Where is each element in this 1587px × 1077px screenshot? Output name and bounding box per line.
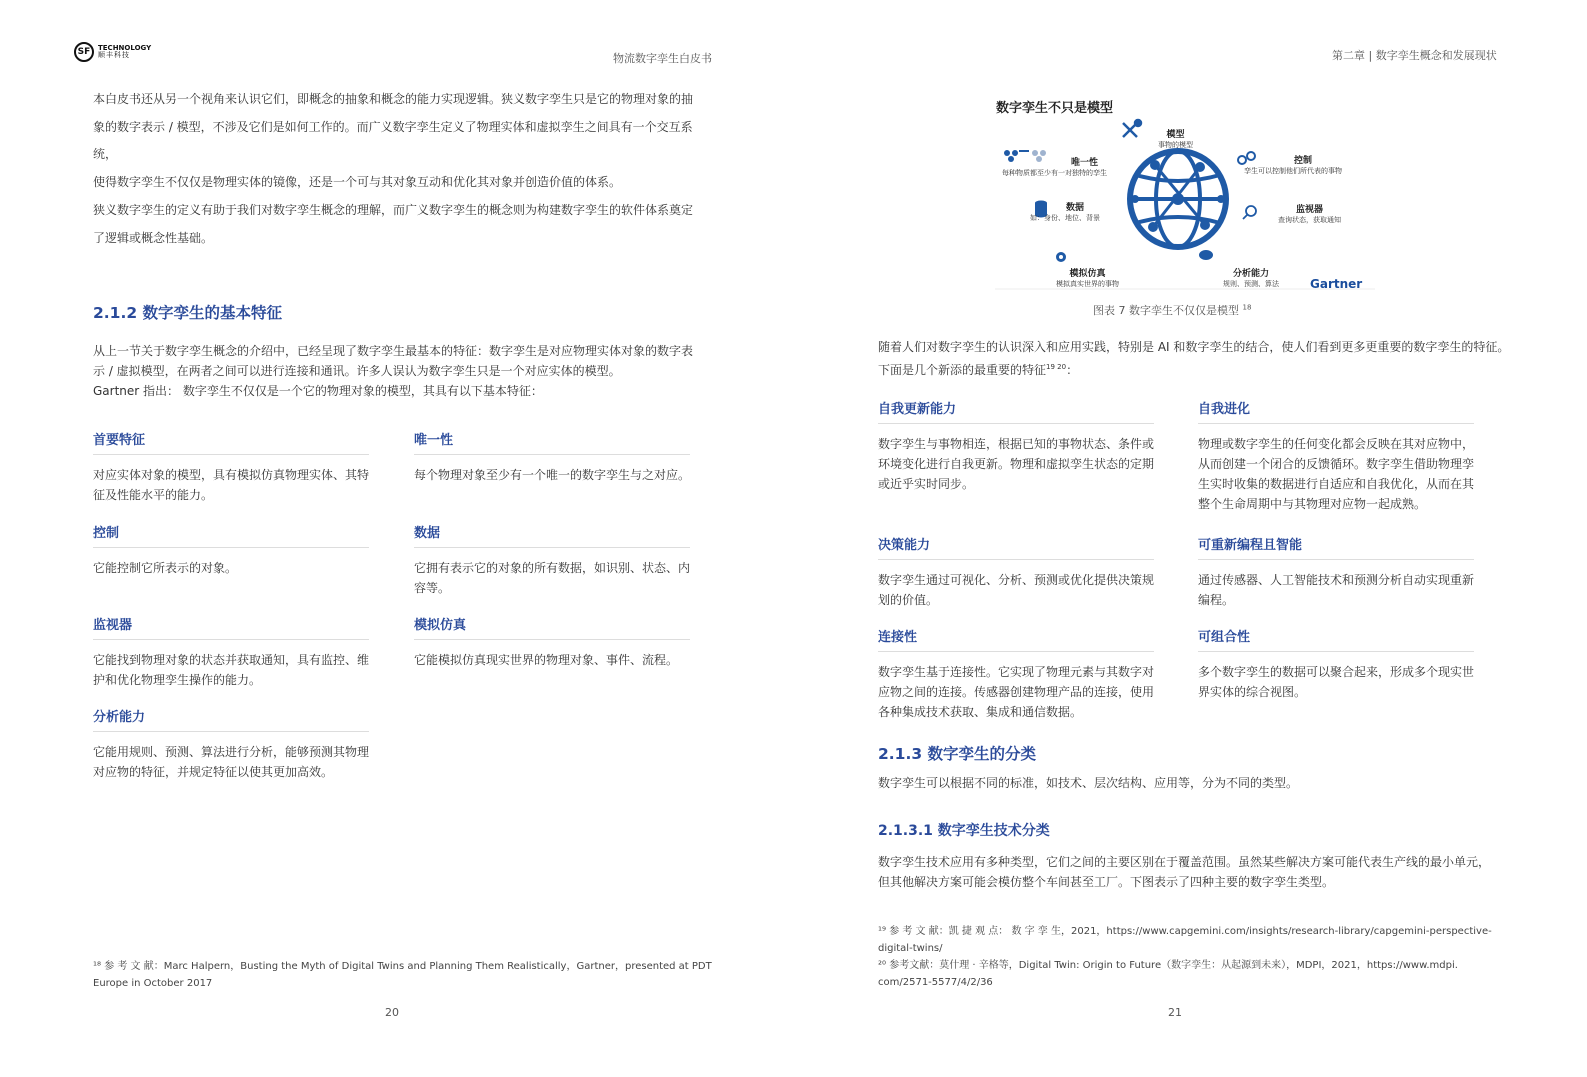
text-line: ²⁰ 参考文献：莫什理 · 辛格等，Digital Twin: Origin to Future（数字孪生：从起源到未来），MDPI，2021，https://www.mdpi. <box>878 960 1458 971</box>
text-line: 应物之间的连接。传感器创建物理产品的连接，使用 <box>878 685 1155 699</box>
figure-node <box>1223 266 1279 289</box>
feature-item <box>878 626 1154 722</box>
node-sub: 事物的模型 <box>1158 141 1193 149</box>
caption-ref: 18 <box>1242 303 1252 312</box>
text-line: 从上一节关于数字孪生概念的介绍中，已经呈现了数字孪生最基本的特征：数字孪生是对应物理实体对象的数字表 <box>93 344 694 358</box>
feature-body <box>414 558 690 598</box>
feature-body <box>1198 662 1474 702</box>
gear-icon <box>1056 252 1066 262</box>
feature-title: 首要特征 <box>93 429 369 455</box>
feature-title: 模拟仿真 <box>414 614 690 640</box>
node-label: 模型 <box>1166 130 1185 140</box>
text-line: 编程。 <box>1198 593 1235 607</box>
footnotes <box>878 923 1558 991</box>
ref-sup: 19 20 <box>1046 363 1067 371</box>
company-logo <box>74 42 151 62</box>
page-header: 物流数字孪生白皮书 <box>613 52 712 65</box>
node-sub: 查询状态，获取通知 <box>1278 216 1341 224</box>
figure-node <box>1158 127 1193 150</box>
intro-paragraph <box>878 337 1538 380</box>
caption-text: 图表 7 数字孪生不仅仅是模型 <box>1093 304 1239 317</box>
figure-node <box>1056 266 1119 289</box>
footnote <box>93 958 713 992</box>
feature-title: 可重新编程且智能 <box>1198 534 1474 560</box>
intro-paragraph <box>93 86 713 196</box>
figure-node <box>1030 200 1100 223</box>
text-line: 它能用规则、预测、算法进行分析，能够预测其物理 <box>93 745 370 759</box>
feature-item <box>878 534 1154 610</box>
feature-title: 分析能力 <box>93 706 369 732</box>
subsection-paragraph <box>878 852 1558 892</box>
figure-caption <box>1093 302 1251 318</box>
feature-title: 可组合性 <box>1198 626 1474 652</box>
text-line: 整个生命周期中与其物理对应物一起成熟。 <box>1198 497 1427 511</box>
node-sub: 如：身份、地位、背景 <box>1030 214 1100 222</box>
text-line: 通过传感器、人工智能技术和预测分析自动实现重新 <box>1198 573 1475 587</box>
text-line: 狭义数字孪生的定义有助于我们对数字孪生概念的理解，而广义数字孪生的概念则为构建数字孪生的软件体系奠定 <box>93 203 694 217</box>
text-line: 物理或数字孪生的任何变化都会反映在其对应物中， <box>1198 437 1475 451</box>
figure-node <box>1278 202 1341 225</box>
text-line: 示 / 虚拟模型，在两者之间可以进行连接和通讯。许多人误认为数字孪生只是一个对应实体的模型。 <box>93 364 621 378</box>
feature-body <box>414 465 690 485</box>
node-label: 唯一性 <box>1070 158 1098 168</box>
globe-icon <box>1130 151 1226 247</box>
node-label: 控制 <box>1293 156 1312 166</box>
page-header <box>1332 47 1497 63</box>
gartner-logo: Gartner <box>1310 277 1363 291</box>
text-line: Gartner 指出： 数字孪生不仅仅是一个它的物理对象的模型，其具有以下基本特征： <box>93 384 543 398</box>
magnifier-icon <box>1243 206 1256 219</box>
node-label: 分析能力 <box>1232 269 1269 279</box>
sf-logo-icon: SF <box>74 42 94 62</box>
figure-title: 数字孪生不只是模型 <box>996 101 1114 116</box>
feature-item <box>414 429 690 485</box>
feature-title: 决策能力 <box>878 534 1154 560</box>
text-line: 生实时收集的数据进行自适应和自我优化，从而在其 <box>1198 477 1475 491</box>
page-number: 21 <box>1168 1006 1182 1019</box>
section-paragraph <box>93 341 713 401</box>
text-line: com/2571-5577/4/2/36 <box>878 977 993 988</box>
text-line: 本白皮书还从另一个视角来认识它们，即概念的抽象和概念的能力实现逻辑。狭义数字孪生只是它的物理对象的抽 <box>93 92 694 106</box>
feature-title: 唯一性 <box>414 429 690 455</box>
node-sub: 每种物质都至少有一对独特的孪生 <box>1002 169 1107 177</box>
node-sub: 模拟真实世界的事物 <box>1056 280 1119 288</box>
feature-body <box>878 434 1154 494</box>
text-line: 多个数字孪生的数据可以聚合起来，形成多个现实世 <box>1198 665 1475 679</box>
feature-item <box>93 614 369 690</box>
text-line: 各种集成技术获取、集成和通信数据。 <box>878 705 1083 719</box>
feature-item <box>1198 626 1474 702</box>
feature-title: 自我更新能力 <box>878 398 1154 424</box>
text-line: 它能模拟仿真现实世界的物理对象、事件、流程。 <box>414 653 679 667</box>
text-line: ¹⁸ 参 考 文 献：Marc Halpern，Busting the Myth of Digital Twins and Planning Them Realistically，Gartner，presented at PDT <box>93 961 712 972</box>
page-number: 20 <box>385 1006 399 1019</box>
text-line: Europe in October 2017 <box>93 978 213 989</box>
figure-node <box>1244 153 1342 176</box>
text-line <box>878 357 1538 380</box>
section-title: 2.1.2 数字孪生的基本特征 <box>93 304 283 322</box>
intro-paragraph-2 <box>93 197 713 252</box>
text-line: 或近乎实时同步。 <box>878 477 975 491</box>
feature-body <box>1198 434 1474 514</box>
feature-body <box>93 650 369 690</box>
subsection-title: 2.1.3.1 数字孪生技术分类 <box>878 823 1050 839</box>
node-label: 模拟仿真 <box>1069 269 1106 279</box>
text-line: 数字孪生与事物相连，根据已知的事物状态、条件或 <box>878 437 1155 451</box>
feature-item <box>1198 534 1474 610</box>
text-line: 每个物理对象至少有一个唯一的数字孪生与之对应。 <box>414 468 691 482</box>
text-line: 对应物的特征，并规定特征以使其更加高效。 <box>93 765 334 779</box>
text-line: 象的数字表示 / 模型，不涉及它们是如何工作的。而广义数字孪生定义了物理实体和虚拟孪生之间具有一个交互系统， <box>93 119 693 161</box>
brain-icon <box>1199 250 1213 260</box>
feature-item <box>1198 398 1474 514</box>
text-line: 容等。 <box>414 581 451 595</box>
text-line: 划的价值。 <box>878 593 939 607</box>
section-title: 2.1.3 数字孪生的分类 <box>878 745 1037 763</box>
text-line: 但其他解决方案可能会模仿整个车间甚至工厂。下图表示了四种主要的数字孪生类型。 <box>878 875 1335 889</box>
node-label: 监视器 <box>1295 205 1323 215</box>
text-line: digital-twins/ <box>878 943 943 954</box>
feature-item <box>414 614 690 670</box>
node-sub: 规则、预测、算法 <box>1223 280 1279 288</box>
text-line: 数字孪生技术应用有多种类型，它们之间的主要区别在于覆盖范围。虽然某些解决方案可能代表生产线的最小单元， <box>878 855 1491 869</box>
feature-title: 控制 <box>93 522 369 548</box>
feature-title: 自我进化 <box>1198 398 1474 424</box>
feature-item <box>878 398 1154 494</box>
feature-item <box>414 522 690 598</box>
feature-body <box>93 742 369 782</box>
left-page <box>0 0 790 1077</box>
header-separator: | <box>1368 49 1373 62</box>
feature-title: 监视器 <box>93 614 369 640</box>
text-line: 界实体的综合视图。 <box>1198 685 1307 699</box>
text-line: 数字孪生基于连接性。它实现了物理元素与其数字对 <box>878 665 1155 679</box>
text-line: 了逻辑或概念性基础。 <box>93 230 214 245</box>
tools-icon <box>1123 120 1141 137</box>
text-line: 对应实体对象的模型，具有模拟仿真物理实体、其特 <box>93 468 370 482</box>
feature-body <box>414 650 690 670</box>
feature-body <box>93 558 369 578</box>
right-page <box>790 0 1587 1077</box>
text-line: 随着人们对数字孪生的认识深入和应用实践，特别是 AI 和数字孪生的结合，使人们看到更多更重要的数字孪生的特征。 <box>878 340 1510 354</box>
text-span: ： <box>1066 363 1079 377</box>
text-line: 它能找到物理对象的状态并获取通知，具有监控、维 <box>93 653 370 667</box>
node-label: 数据 <box>1065 203 1084 213</box>
text-line: ¹⁹ 参 考 文 献：凯 捷 观 点： 数 字 孪 生，2021，https://www.capgemini.com/insights/research-library/capgemini-perspective- <box>878 926 1492 937</box>
text-line: 使得数字孪生不仅仅是物理实体的镜像，还是一个可与其对象互动和优化其对象并创造价值的体系。 <box>93 174 622 189</box>
feature-body <box>1198 570 1474 610</box>
text-line: 护和优化物理孪生操作的能力。 <box>93 673 262 687</box>
header-title: 数字孪生概念和发展现状 <box>1375 49 1497 62</box>
node-sub: 孪生可以控制他们所代表的事物 <box>1244 167 1342 175</box>
feature-item <box>93 522 369 578</box>
text-span: 下面是几个新添的最重要的特征 <box>878 363 1047 377</box>
feature-title: 连接性 <box>878 626 1154 652</box>
feature-item <box>93 706 369 782</box>
text-line: 它拥有表示它的对象的所有数据，如识别、状态、内 <box>414 561 691 575</box>
feature-body <box>93 465 369 505</box>
feature-title: 数据 <box>414 522 690 548</box>
logo-line1: TECHNOLOGY <box>98 44 152 52</box>
header-chapter: 第二章 <box>1332 49 1365 62</box>
text-line: 征及性能水平的能力。 <box>93 488 214 502</box>
feature-body <box>878 662 1154 722</box>
feature-body <box>878 570 1154 610</box>
section-paragraph: 数字孪生可以根据不同的标准，如技术、层次结构、应用等，分为不同的类型。 <box>878 776 1299 790</box>
text-line: 环境变化进行自我更新。物理和虚拟孪生状态的定期 <box>878 457 1155 471</box>
figure-node <box>1002 155 1107 178</box>
logo-line2: 顺丰科技 <box>98 51 130 59</box>
text-line: 数字孪生通过可视化、分析、预测或优化提供决策规 <box>878 573 1155 587</box>
text-line: 它能控制它所表示的对象。 <box>93 561 238 575</box>
text-line: 从而创建一个闭合的反馈循环。数字孪生借助物理孪 <box>1198 457 1475 471</box>
feature-item <box>93 429 369 505</box>
